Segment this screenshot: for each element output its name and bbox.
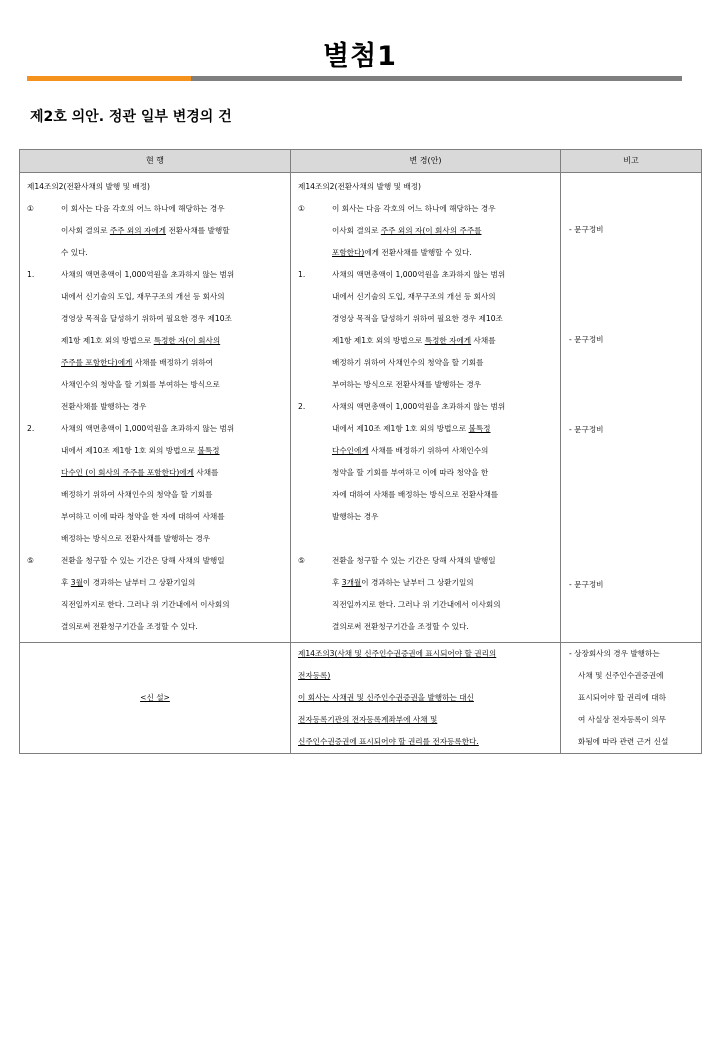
header-current: 현 행 <box>20 150 291 173</box>
amended-new-line: 전자등록기관의 전자등록계좌부에 사채 및 <box>298 715 438 724</box>
current-p1-line: 수 있다. <box>61 248 88 257</box>
current-i2-line: 배정하기 위하여 사채인수의 청약을 할 기회를 <box>61 490 213 499</box>
new-article-mark: <신 설> <box>140 693 170 702</box>
current-i2-line: 부여하고 이에 따라 청약을 한 자에 대하여 사채를 <box>61 512 225 521</box>
amended-i1-line: 배정하기 위하여 사채인수의 청약을 할 기회를 <box>332 358 484 367</box>
remark-wording: - 문구정비 <box>569 580 604 589</box>
amended-i1-num: 1. <box>298 270 306 279</box>
agenda-title: 제2호 의안. 정관 일부 변경의 건 <box>30 109 232 125</box>
table-header-row <box>20 150 702 173</box>
current-p1-line: 이 회사는 다음 각호의 어느 하나에 해당하는 경우 <box>61 204 225 213</box>
current-p1-line: 이사회 결의로 주주 외의 자에게 전환사채를 발행할 <box>61 226 230 235</box>
current-text-cell <box>20 173 291 643</box>
current-new-article-cell <box>20 643 291 754</box>
current-i2-num: 2. <box>27 424 35 433</box>
current-p5-line: 직전일까지로 한다. 그러나 위 기간내에서 이사회의 <box>61 600 230 609</box>
amended-i2-line: 발행하는 경우 <box>332 512 379 521</box>
page-title: 별첨1 <box>323 41 397 72</box>
current-i2-line: 배정하는 방식으로 전환사채를 발행하는 경우 <box>61 534 211 543</box>
remark-wording: - 문구정비 <box>569 425 604 434</box>
remark-new-line: - 상장회사의 경우 발행하는 <box>569 649 660 658</box>
amended-i1-line: 부여하는 방식으로 전환사채를 발행하는 경우 <box>332 380 482 389</box>
remark-new-line: 사채 및 신주인수권증권에 <box>578 671 664 680</box>
amendment-table <box>19 149 702 754</box>
amended-i2-num: 2. <box>298 402 306 411</box>
amended-text-cell <box>291 173 561 643</box>
current-p5-line: 전환을 청구할 수 있는 기간은 당해 사채의 발행일 <box>61 556 225 565</box>
current-i2-line: 내에서 제10조 제1항 1호 외의 방법으로 불특정 <box>61 446 220 455</box>
remark-new-line: 화됨에 따라 관련 근거 신설 <box>578 737 669 746</box>
remark-new-line: 여 사실상 전자등록이 의무 <box>578 715 666 724</box>
amended-p5-line: 결의로써 전환청구기간을 조정할 수 있다. <box>332 622 469 631</box>
current-i1-line: 제1항 제1호 외의 방법으로 특정한 자(이 회사의 <box>61 336 221 345</box>
amended-new-line: 제14조의3(사채 및 신주인수권증권에 표시되어야 할 권리의 <box>298 649 497 658</box>
amended-new-article-cell <box>291 643 561 754</box>
remarks-new-article-cell <box>561 643 702 754</box>
header-amended: 변 경(안) <box>291 150 561 173</box>
current-p5-line: 후 3월이 경과하는 날부터 그 상환기일의 <box>61 578 196 587</box>
amended-i2-line: 자에 대하여 사채를 배정하는 방식으로 전환사채를 <box>332 490 499 499</box>
remark-wording: - 문구정비 <box>569 225 604 234</box>
amended-new-line: 이 회사는 사채권 및 신주인수권증권을 발행하는 대신 <box>298 693 474 702</box>
amended-p1-num: ① <box>298 204 305 213</box>
remark-wording: - 문구정비 <box>569 335 604 344</box>
remarks-cell <box>561 173 702 643</box>
amended-heading: 제14조의2(전환사채의 발행 및 배정) <box>298 182 422 191</box>
amended-i2-line: 사채의 액면총액이 1,000억원을 초과하지 않는 범위 <box>332 402 506 411</box>
amended-i2-line: 내에서 제10조 제1항 1호 외의 방법으로 불특정 <box>332 424 491 433</box>
current-i1-line: 경영상 목적을 달성하기 위하여 필요한 경우 제10조 <box>61 314 232 323</box>
current-i1-line: 사채의 액면총액이 1,000억원을 초과하지 않는 범위 <box>61 270 235 279</box>
current-p5-num: ⑤ <box>27 556 34 565</box>
amended-i1-line: 제1항 제1호 외의 방법으로 특정한 자에게 사채를 <box>332 336 496 345</box>
current-i1-line: 내에서 신기술의 도입, 재무구조의 개선 등 회사의 <box>61 292 225 301</box>
remark-new-line: 표시되어야 할 권리에 대하 <box>578 693 666 702</box>
amended-i1-line: 내에서 신기술의 도입, 재무구조의 개선 등 회사의 <box>332 292 496 301</box>
table-row <box>20 643 702 754</box>
header-remarks: 비고 <box>561 150 702 173</box>
amended-p1-line: 이 회사는 다음 각호의 어느 하나에 해당하는 경우 <box>332 204 496 213</box>
current-i1-line: 전환사채를 발행하는 경우 <box>61 402 147 411</box>
amended-i1-line: 경영상 목적을 달성하기 위하여 필요한 경우 제10조 <box>332 314 503 323</box>
amended-i2-line: 다수인에게 사채를 배정하기 위하여 사채인수의 <box>332 446 489 455</box>
current-heading: 제14조의2(전환사채의 발행 및 배정) <box>27 182 151 191</box>
current-p1-num: ① <box>27 204 34 213</box>
amended-p5-line: 전환을 청구할 수 있는 기간은 당해 사채의 발행일 <box>332 556 496 565</box>
current-p5-line: 결의로써 전환청구기간을 조정할 수 있다. <box>61 622 198 631</box>
amended-new-line: 신주인수권증권에 표시되어야 할 권리를 전자등록한다. <box>298 737 479 746</box>
amended-p5-num: ⑤ <box>298 556 305 565</box>
current-i2-line: 다수인 (이 회사의 주주를 포함한다)에게 사채를 <box>61 468 219 477</box>
amended-p5-line: 후 3개월이 경과하는 날부터 그 상환기일의 <box>332 578 474 587</box>
current-i1-line: 주주를 포함한다)에게 사채를 배정하기 위하여 <box>61 358 214 367</box>
table-row <box>20 173 702 643</box>
amended-i1-line: 사채의 액면총액이 1,000억원을 초과하지 않는 범위 <box>332 270 506 279</box>
current-i2-line: 사채의 액면총액이 1,000억원을 초과하지 않는 범위 <box>61 424 235 433</box>
title-rule <box>191 76 682 81</box>
amended-p5-line: 직전일까지로 한다. 그러나 위 기간내에서 이사회의 <box>332 600 501 609</box>
current-i1-num: 1. <box>27 270 35 279</box>
amended-p1-line: 이사회 결의로 주주 외의 자(이 회사의 주주를 <box>332 226 482 235</box>
current-i1-line: 사채인수의 청약을 할 기회를 부여하는 방식으로 <box>61 380 220 389</box>
title-rule-accent <box>27 76 191 81</box>
amended-new-line: 전자등록) <box>298 671 331 680</box>
amended-i2-line: 청약을 할 기회를 부여하고 이에 따라 청약을 한 <box>332 468 489 477</box>
amended-p1-line: 포함한다)에게 전환사채를 발행할 수 있다. <box>332 248 472 257</box>
